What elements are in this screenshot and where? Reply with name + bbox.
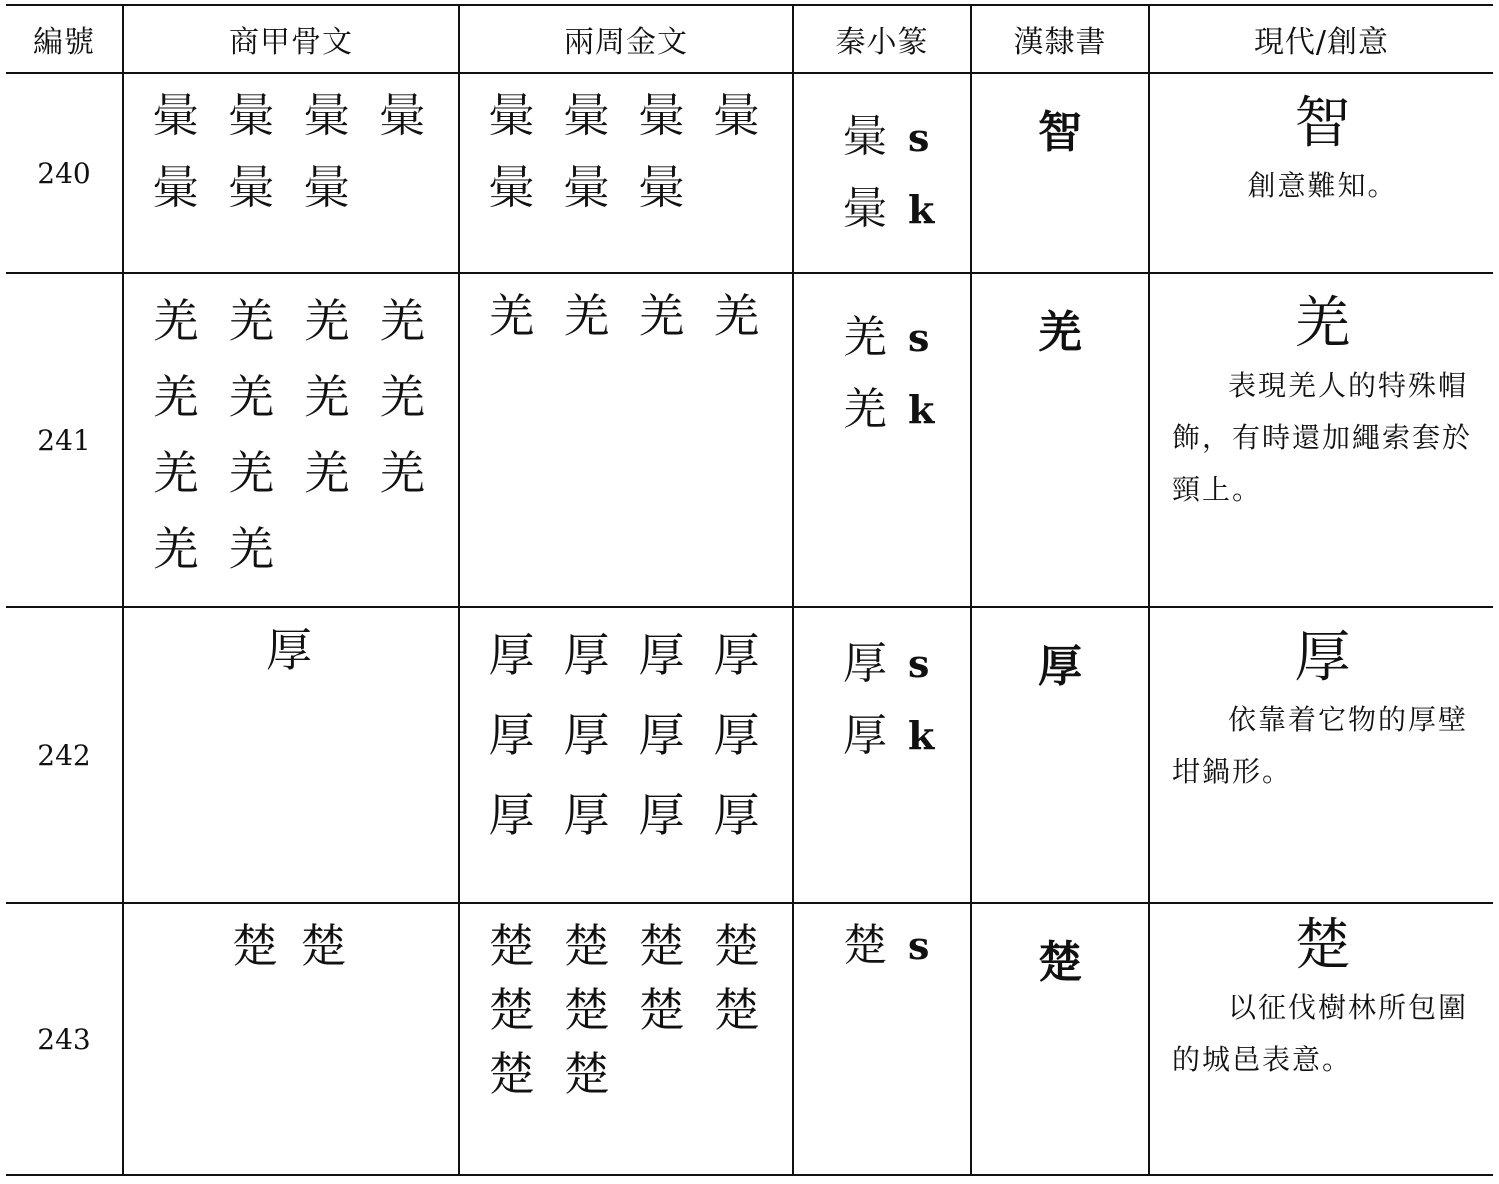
seal-glyph: 厚 — [843, 710, 887, 761]
modern-character: 厚 — [1294, 625, 1351, 690]
oracle-glyph: 羌 — [303, 370, 354, 424]
oracle-glyph: 羌 — [152, 446, 203, 500]
seal-entry — [834, 102, 970, 174]
seal-tag: s — [908, 923, 930, 968]
bronze-glyph: 厚 — [713, 628, 764, 682]
seal-entry — [834, 374, 970, 446]
bronze-glyph: 厚 — [638, 628, 689, 682]
oracle-glyph: 𣉰 — [152, 161, 203, 215]
row-number: 240 — [37, 156, 91, 190]
seal-tag: k — [908, 713, 935, 758]
seal-glyph: 羌 — [843, 384, 887, 435]
bronze-glyph: 羌 — [563, 289, 614, 343]
table-bottom-rule — [6, 1174, 1493, 1176]
bronze-glyph: 厚 — [638, 788, 689, 842]
creative-description: 依靠着它物的厚壁坩鍋形。 — [1172, 703, 1469, 788]
oracle-glyph: 𣉰 — [379, 89, 430, 143]
oracle-glyph: 羌 — [379, 370, 430, 424]
seal-entry — [834, 302, 970, 374]
oracle-forms — [124, 74, 458, 272]
bronze-glyph: 厚 — [638, 708, 689, 762]
seal-tag: s — [908, 315, 930, 360]
oracle-glyph: 厚 — [266, 623, 316, 677]
bronze-glyph: 楚 — [563, 1047, 614, 1101]
seal-entry — [834, 700, 970, 772]
seal-entry — [834, 910, 970, 982]
bronze-glyph: 楚 — [563, 983, 614, 1037]
creative-description: 以征伐樹林所包圍的城邑表意。 — [1172, 991, 1469, 1076]
bronze-glyph: 楚 — [713, 983, 764, 1037]
modern-cell — [1150, 904, 1493, 1174]
bronze-glyph: 楚 — [638, 983, 689, 1037]
clerical-form: 智 — [1038, 107, 1082, 158]
seal-tag: s — [908, 115, 930, 160]
bronze-glyph: 羌 — [638, 289, 689, 343]
bronze-glyph: 楚 — [638, 919, 689, 973]
oracle-glyph: 羌 — [379, 446, 430, 500]
bronze-glyph: 厚 — [563, 788, 614, 842]
oracle-glyph: 羌 — [228, 446, 279, 500]
modern-cell — [1150, 608, 1493, 902]
bronze-forms — [460, 274, 792, 606]
oracle-glyph: 羌 — [152, 294, 203, 348]
oracle-glyph: 羌 — [303, 446, 354, 500]
bronze-glyph: 𣉰 — [713, 89, 764, 143]
oracle-glyph: 羌 — [152, 522, 203, 576]
modern-character: 楚 — [1294, 913, 1351, 978]
bronze-glyph: 厚 — [713, 708, 764, 762]
clerical-form: 羌 — [1038, 307, 1082, 358]
oracle-glyph: 羌 — [303, 294, 354, 348]
header-modern: 現代/創意 — [1253, 25, 1390, 60]
oracle-glyph: 𣉰 — [228, 89, 279, 143]
oracle-glyph: 羌 — [152, 370, 203, 424]
character-table — [6, 4, 1493, 1178]
bronze-glyph: 𣉰 — [488, 161, 539, 215]
bronze-forms — [460, 608, 792, 902]
bronze-glyph: 羌 — [713, 289, 764, 343]
seal-glyph: 羌 — [843, 312, 887, 363]
oracle-forms — [124, 274, 458, 606]
oracle-glyph: 羌 — [379, 294, 430, 348]
bronze-glyph: 𣉰 — [638, 161, 689, 215]
bronze-glyph: 羌 — [488, 289, 539, 343]
bronze-forms — [460, 74, 792, 272]
seal-entry — [834, 628, 970, 700]
oracle-glyph: 𣉰 — [152, 89, 203, 143]
oracle-glyph: 𣉰 — [303, 89, 354, 143]
bronze-glyph: 楚 — [488, 983, 539, 1037]
header-small-seal: 秦小篆 — [835, 25, 929, 60]
bronze-glyph: 楚 — [713, 919, 764, 973]
clerical-form: 厚 — [1038, 641, 1082, 692]
seal-forms — [794, 74, 970, 272]
seal-tag: k — [908, 387, 935, 432]
bronze-glyph: 楚 — [488, 1047, 539, 1101]
seal-forms — [794, 904, 970, 1174]
seal-glyph: 𣉰 — [843, 184, 887, 235]
oracle-glyph: 𣉰 — [303, 161, 354, 215]
oracle-glyph: 羌 — [228, 522, 279, 576]
bronze-glyph: 𣉰 — [563, 89, 614, 143]
bronze-glyph: 楚 — [488, 919, 539, 973]
oracle-glyph: 楚 楚 — [231, 919, 351, 973]
bronze-glyph: 楚 — [563, 919, 614, 973]
seal-forms — [794, 274, 970, 606]
oracle-glyph: 羌 — [228, 294, 279, 348]
bronze-glyph: 厚 — [563, 628, 614, 682]
header-oracle-bone: 商甲骨文 — [229, 25, 353, 60]
bronze-glyph: 𣉰 — [563, 161, 614, 215]
bronze-glyph: 厚 — [563, 708, 614, 762]
bronze-glyph: 𣉰 — [488, 89, 539, 143]
seal-glyph: 楚 — [843, 920, 887, 971]
creative-description: 表現羌人的特殊帽飾，有時還加繩索套於頸上。 — [1172, 369, 1473, 506]
oracle-forms — [124, 904, 458, 1174]
header-number: 編號 — [33, 25, 95, 60]
seal-glyph: 𣉰 — [843, 112, 887, 163]
seal-tag: k — [908, 187, 935, 232]
clerical-form: 楚 — [1038, 937, 1082, 988]
bronze-glyph: 厚 — [488, 708, 539, 762]
modern-cell — [1150, 74, 1493, 272]
bronze-glyph: 厚 — [488, 628, 539, 682]
oracle-forms — [124, 608, 458, 902]
seal-glyph: 厚 — [843, 638, 887, 689]
header-bronze: 兩周金文 — [564, 25, 688, 60]
bronze-glyph: 𣉰 — [638, 89, 689, 143]
row-number: 241 — [37, 423, 91, 457]
modern-cell — [1150, 274, 1493, 606]
oracle-glyph: 羌 — [228, 370, 279, 424]
row-number: 243 — [37, 1022, 91, 1056]
row-number: 242 — [37, 738, 91, 772]
header-clerical: 漢隸書 — [1013, 25, 1107, 60]
bronze-forms — [460, 904, 792, 1174]
seal-forms — [794, 608, 970, 902]
bronze-glyph: 厚 — [488, 788, 539, 842]
bronze-glyph: 厚 — [713, 788, 764, 842]
modern-character: 羌 — [1294, 291, 1351, 356]
seal-tag: s — [908, 641, 930, 686]
creative-description: 創意難知。 — [1247, 169, 1398, 202]
modern-character: 智 — [1294, 91, 1351, 156]
oracle-glyph: 𣉰 — [228, 161, 279, 215]
seal-entry — [834, 174, 970, 246]
